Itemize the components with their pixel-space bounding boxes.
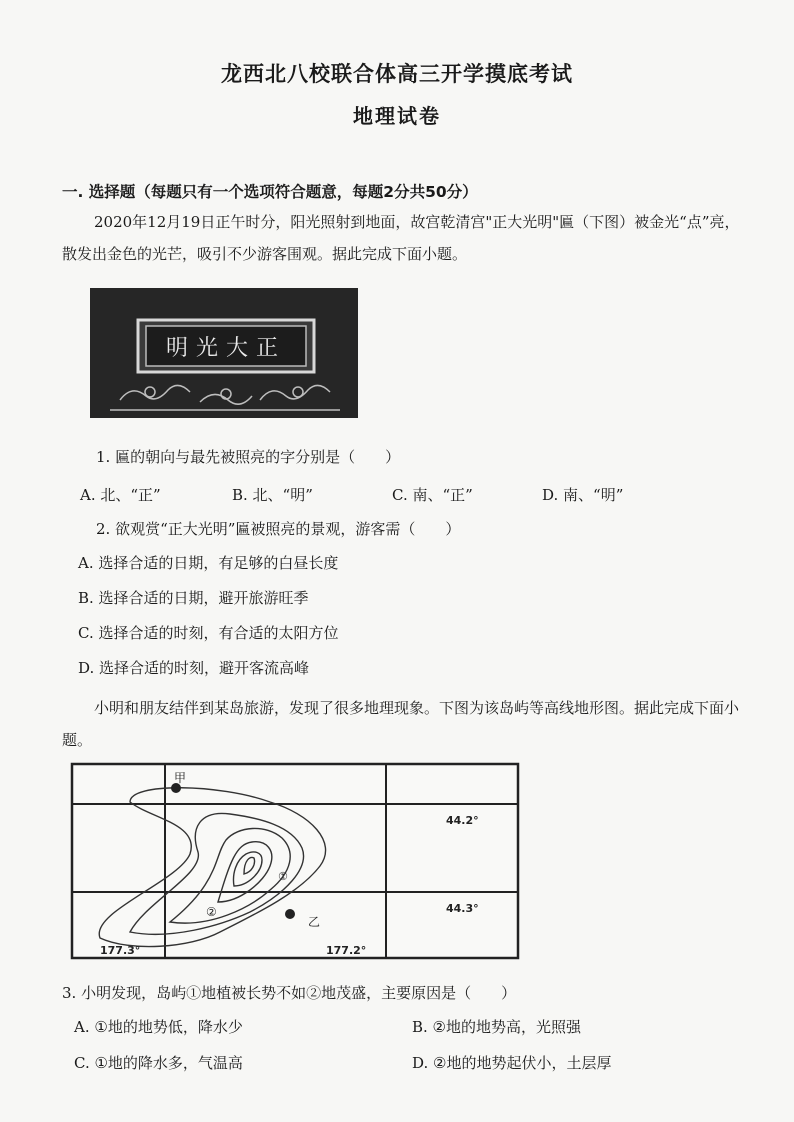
lon-label-right: 177.2°	[326, 944, 367, 957]
point-jia-label: 甲	[174, 771, 187, 785]
q2-option-c: C. 选择合适的时刻，有合适的太阳方位	[78, 624, 339, 642]
q1-option-c: C. 南、“正”	[392, 486, 473, 504]
plaque-text: 明光大正	[165, 336, 287, 361]
q2-option-d: D. 选择合适的时刻，避开客流高峰	[78, 659, 310, 677]
q2-option-a: A. 选择合适的日期，有足够的白昼长度	[78, 554, 339, 572]
passage-2: 小明和朋友结伴到某岛旅游，发现了很多地理现象。下图为该岛屿等高线地形图。据此完成下面小题。	[62, 699, 740, 749]
lon-label-left: 177.3°	[100, 944, 141, 957]
lat-label-bottom: 44.3°	[446, 902, 479, 915]
q3-option-b: B. ②地的地势高，光照强	[412, 1018, 582, 1036]
q1-stem: 1. 匾的朝向与最先被照亮的字分别是（ ）	[96, 448, 401, 466]
q2-option-b: B. 选择合适的日期，避开旅游旺季	[78, 589, 309, 607]
plaque-photo	[90, 288, 358, 418]
point-1-label: ①	[278, 870, 288, 883]
point-2-label: ②	[206, 905, 217, 919]
q2-stem: 2. 欲观赏“正大光明”匾被照亮的景观，游客需（ ）	[96, 520, 461, 538]
q1-option-d: D. 南、“明”	[542, 486, 624, 504]
contour-map	[70, 762, 520, 960]
q3-option-a: A. ①地的地势低，降水少	[74, 1018, 243, 1036]
q3-option-d: D. ②地的地势起伏小，土层厚	[412, 1054, 612, 1072]
q1-option-b: B. 北、“明”	[232, 486, 313, 504]
exam-subtitle: 地理试卷	[353, 104, 441, 128]
q3-stem: 3. 小明发现，岛屿①地植被长势不如②地茂盛，主要原因是（ ）	[62, 984, 517, 1002]
lat-label-top: 44.2°	[446, 814, 479, 827]
q1-option-a: A. 北、“正”	[80, 486, 161, 504]
passage-1: 2020年12月19日正午时分，阳光照射到地面，故宫乾清宫"正大光明"匾（下图）被金光“点”亮，散发出金色的光芒，吸引不少游客围观。据此完成下面小题。	[62, 213, 740, 263]
q3-option-c: C. ①地的降水多，气温高	[74, 1054, 243, 1072]
section-heading: 一. 选择题（每题只有一个选项符合题意，每题2分共50分）	[62, 183, 478, 201]
point-yi-label: 乙	[308, 915, 321, 929]
exam-title: 龙西北八校联合体高三开学摸底考试	[221, 62, 573, 86]
